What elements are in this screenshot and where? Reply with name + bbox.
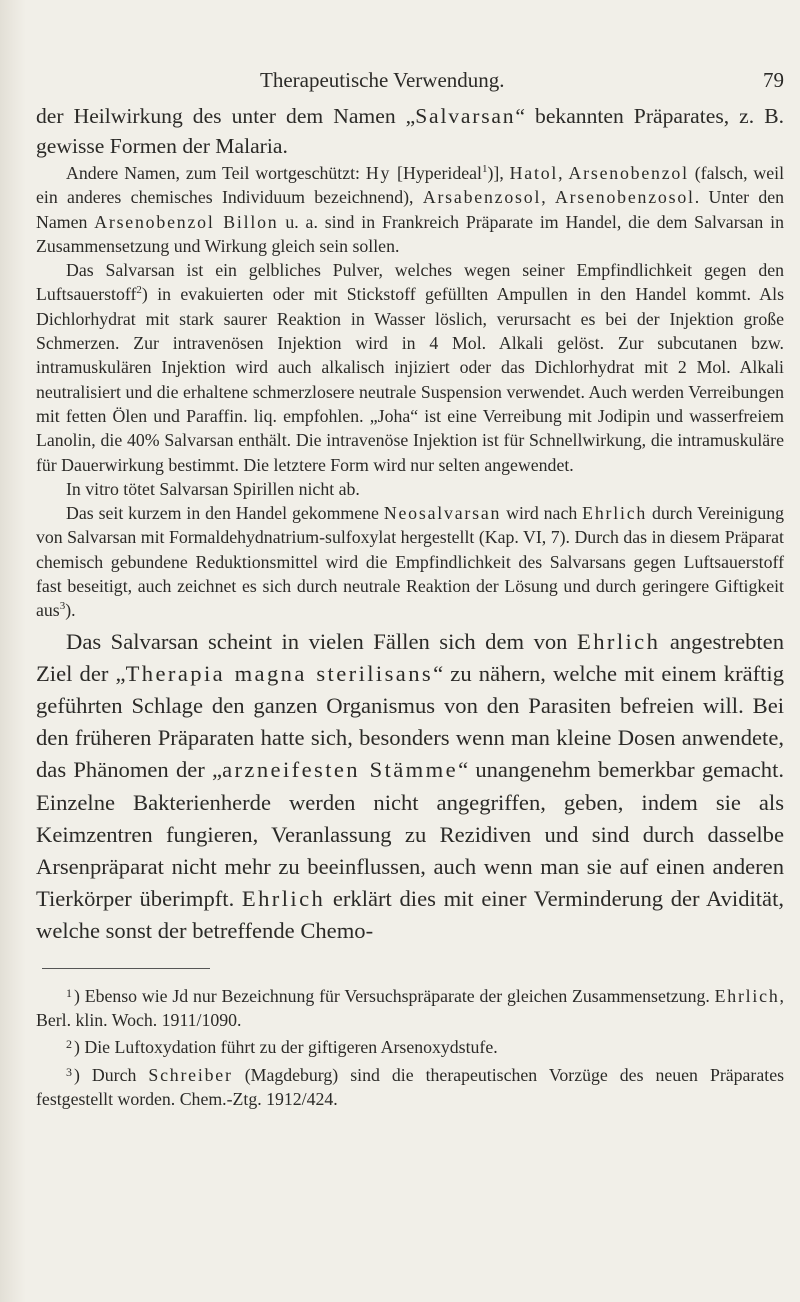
book-page xyxy=(36,62,784,1111)
paragraph-other-names: Andere Namen, zum Teil wortgeschützt: Hy [Hyperideal$^1$)], Hatol, Arsenobenzol (falsch, weil ein anderes chemisches Individuum bezeichnend), Arsabenzosol, Arsenobenzosol. Unter den Namen Arsenobenzol Billon u. a. sind in Frankreich Präparate im Handel, die dem Salvarsan in Zusammensetzung und Wirkung gleich sein sollen. xyxy=(36,163,785,256)
term-arzneifeste-staemme: arzneifesten Stämme xyxy=(222,757,459,783)
running-header xyxy=(36,62,784,98)
paragraph-continuation: der Heilwirkung des unter dem Namen „Salvarsan“ bekannten Präparates, z. B. gewisse Formen der Malaria. xyxy=(36,104,785,158)
footnote-2: $^2$ ) Die Luftoxydation führt zu der giftigeren Arsenoxydstufe. xyxy=(66,1037,498,1058)
footnote-1: $^1$ ) Ebenso wie Jd nur Bezeichnung für Versuchspräparate der gleichen Zusammensetzung. Ehrlich, Berl. klin. Woch. 1911/1090. xyxy=(36,985,784,1030)
paragraph-in-vitro: In vitro tötet Salvarsan Spirillen nicht ab. xyxy=(66,478,360,499)
footnote-divider xyxy=(42,968,210,969)
footnote-3: $^3$ ) Durch Schreiber (Magdeburg) sind die therapeutischen Vorzüge des neuen Präparates festgestellt worden. Chem.-Ztg. 1912/424. xyxy=(36,1064,784,1109)
page-number: 79 xyxy=(763,68,784,92)
header-title: Therapeutische Verwendung. xyxy=(260,68,505,92)
paragraph-properties: Das Salvarsan ist ein gelbliches Pulver, welches wegen seiner Empfindlichkeit gegen den Luftsauerstoff$^2$) in evakuierten oder mit Stickstoff gefüllten Ampullen in den Handel kommt. Als Dichlorhydrat mit stark saurer Reaktion in Wasser löslich, verursacht es bei der Injektion große Schmerzen. Zur intravenösen Injektion wird in 4 Mol. Alkali gelöst. Zur subcutanen bzw. intramuskulären Injektion wird auch alkalisch injiziert oder das Dichlorhydrat mit 2 Mol. Alkali neutralisiert und die erhaltene schmerzlosere neutrale Suspension verwendet. Auch werden Verreibungen mit fetten Ölen und Paraffin. liq. empfohlen. „Joha“ ist eine Verreibung mit Jodipin und wasserfreiem Lanolin, die 40% Salvarsan enthält. Die intravenöse Injektion ist für Schnellwirkung, die intramuskuläre für Dauerwirkung bestimmt. Die letztere Form wird nur selten angewendet. xyxy=(36,260,784,475)
term-therapia-magna: Therapia magna sterilisans xyxy=(125,660,434,686)
footnote-ref-3: 3 xyxy=(59,600,66,613)
footnote-ref-1: 1 xyxy=(481,163,488,176)
paragraph-neosalvarsan: Das seit kurzem in den Handel gekommene Neosalvarsan wird nach Ehrlich durch Vereinigung von Salvarsan mit Formaldehydnatrium-sulfoxylat hergestellt (Kap. VI, 7). Durch das in diesem Präparat chemisch gebundene Reduktionsmittel wird die Empfindlichkeit des Salvarsans gegen Luftsauerstoff fast beseitigt, auch zeichnet es sich durch neutrale Reaktion der Lösung und durch geringere Giftigkeit aus$^3$). xyxy=(36,503,784,621)
footnote-ref-2: 2 xyxy=(136,284,142,297)
paragraph-therapia-magna: Das Salvarsan scheint in vielen Fällen sich dem von Ehrlich angestrebten Ziel der „Therapia magna sterilisans“ zu nähern, welche mit einem kräftig geführten Schlage den ganzen Organismus von den Parasiten befreien will. Bei den früheren Präparaten hatte sich, besonders wenn man kleine Dosen anwendete, das Phänomen der „arzneifesten Stämme“ unangenehm bemerkbar gemacht. Einzelne Bakterienherde werden nicht angegriffen, geben, indem sie als Keimzentren fungieren, Veranlassung zu Rezidiven und sind durch dasselbe Arsenpräparat nicht mehr zu beeinflussen, auch wenn man sie auf einen anderen Tierkörper überimpft. Ehrlich erklärt dies mit einer Verminderung der Avidität, welche sonst der betreffende Chemo- xyxy=(36,628,784,944)
term-salvarsan: Salvarsan xyxy=(415,104,516,128)
page-gutter-shadow xyxy=(0,0,26,1302)
